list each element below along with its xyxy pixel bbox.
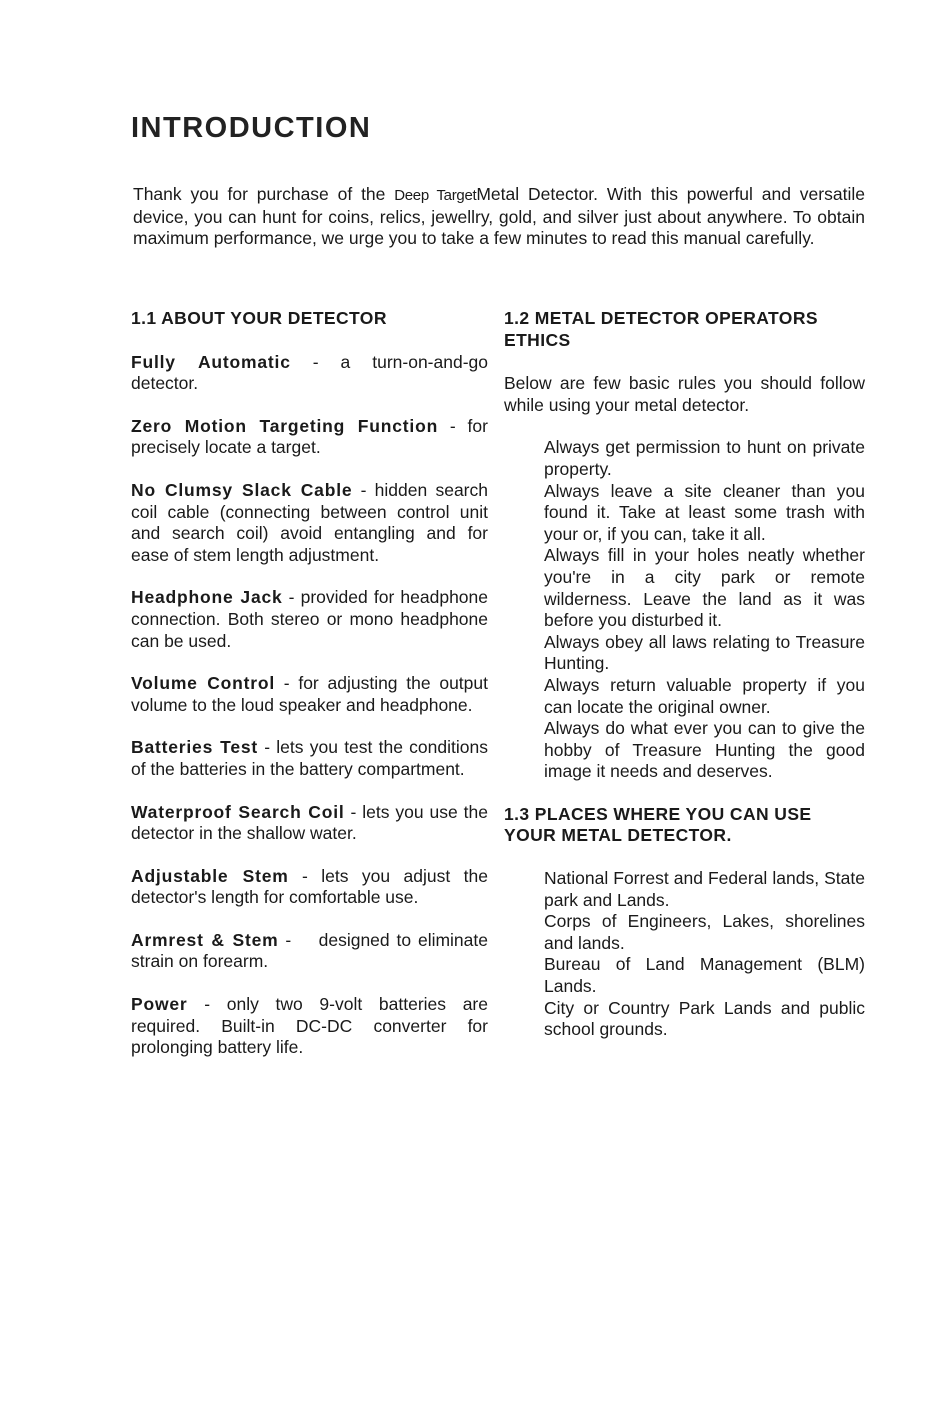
ethics-rule: Always leave a site cleaner than you found it. Take at least some trash with your or, if you can, take it all.	[544, 480, 865, 544]
ethics-rule: Always do what ever you can to give the hobby of Treasure Hunting the good image it needs and deserves.	[544, 718, 865, 782]
feature-desc: - for precisely locate a target.	[131, 415, 488, 458]
feature-item	[131, 480, 488, 566]
ethics-intro: Below are few basic rules you should follow while using your metal detector.	[504, 373, 865, 415]
feature-term: Armrest & Stem	[131, 929, 279, 950]
feature-term: Headphone Jack	[131, 587, 283, 608]
feature-item	[131, 587, 488, 652]
brand-name: Deep Target	[394, 187, 477, 204]
feature-desc: - lets you use the detector in the shallow water.	[131, 801, 488, 844]
intro-text-start: Thank you for purchase of the	[133, 184, 395, 204]
feature-term: Volume Control	[131, 673, 276, 694]
ethics-rule: Always get permission to hunt on private property.	[544, 437, 865, 479]
feature-term: Batteries Test	[131, 737, 259, 758]
ethics-rule: Always fill in your holes neatly whether you're in a city park or remote wilderness. Leave the land as it was before you disturbed it.	[544, 545, 865, 631]
ethics-rule: Always obey all laws relating to Treasure Hunting.	[544, 631, 865, 674]
feature-term: Power	[131, 994, 188, 1015]
feature-item	[131, 416, 488, 459]
place-item: National Forrest and Federal lands, State park and Lands.	[544, 868, 865, 910]
feature-desc: - provided for headphone connection. Both stereo or mono headphone can be used.	[131, 587, 489, 651]
feature-item	[131, 929, 493, 973]
feature-desc: - hidden search coil cable (connecting between control unit and search coil) avoid entangling and for ease of stem length adjustment.	[131, 479, 488, 565]
feature-desc: - designed to eliminate strain on forearm.	[131, 929, 493, 972]
feature-term: Zero Motion Targeting Function	[131, 415, 439, 436]
section-heading-about-detector: 1.1 ABOUT YOUR DETECTOR	[131, 308, 387, 328]
feature-desc: - a turn-on-and-go detector.	[131, 351, 488, 394]
left-column	[131, 308, 493, 1059]
page-title: INTRODUCTION	[131, 112, 372, 144]
feature-desc: - lets you test the conditions of the batteries in the battery compartment.	[131, 737, 488, 779]
place-item: Bureau of Land Management (BLM) Lands.	[544, 954, 865, 997]
feature-item	[131, 737, 488, 780]
ethics-rule: Always return valuable property if you can locate the original owner.	[544, 674, 865, 717]
feature-term: Waterproof Search Coil	[131, 801, 345, 822]
intro-text-end: Metal Detector. With this powerful and versatile device, you can hunt for coins, relics, jewellry, gold, and silver just about anywhere. To obtain maximum performance, we urge you to take a few minutes to read this manual carefully.	[133, 184, 865, 249]
feature-term: No Clumsy Slack Cable	[131, 479, 353, 500]
section-heading-places: 1.3 PLACES WHERE YOU CAN USE YOUR METAL DETECTOR.	[504, 803, 812, 846]
feature-term: Fully Automatic	[131, 351, 291, 372]
feature-desc: - only two 9-volt batteries are required. Built-in DC-DC converter for prolonging battery life.	[131, 994, 488, 1058]
right-column	[504, 308, 865, 1041]
feature-item	[131, 673, 488, 716]
places-list	[504, 868, 865, 1041]
place-item: City or Country Park Lands and public school grounds.	[544, 997, 865, 1040]
feature-item	[131, 994, 488, 1059]
intro-paragraph	[133, 184, 865, 250]
feature-item	[131, 866, 488, 909]
section-heading-ethics: 1.2 METAL DETECTOR OPERATORS ETHICS	[504, 308, 818, 350]
feature-desc: - lets you adjust the detector's length for comfortable use.	[131, 865, 488, 908]
feature-desc: - for adjusting the output volume to the loud speaker and headphone.	[131, 673, 488, 715]
feature-item	[131, 802, 488, 845]
feature-item	[131, 352, 488, 395]
feature-term: Adjustable Stem	[131, 865, 289, 886]
place-item: Corps of Engineers, Lakes, shorelines and lands.	[544, 911, 865, 953]
ethics-rules-list	[504, 437, 865, 783]
